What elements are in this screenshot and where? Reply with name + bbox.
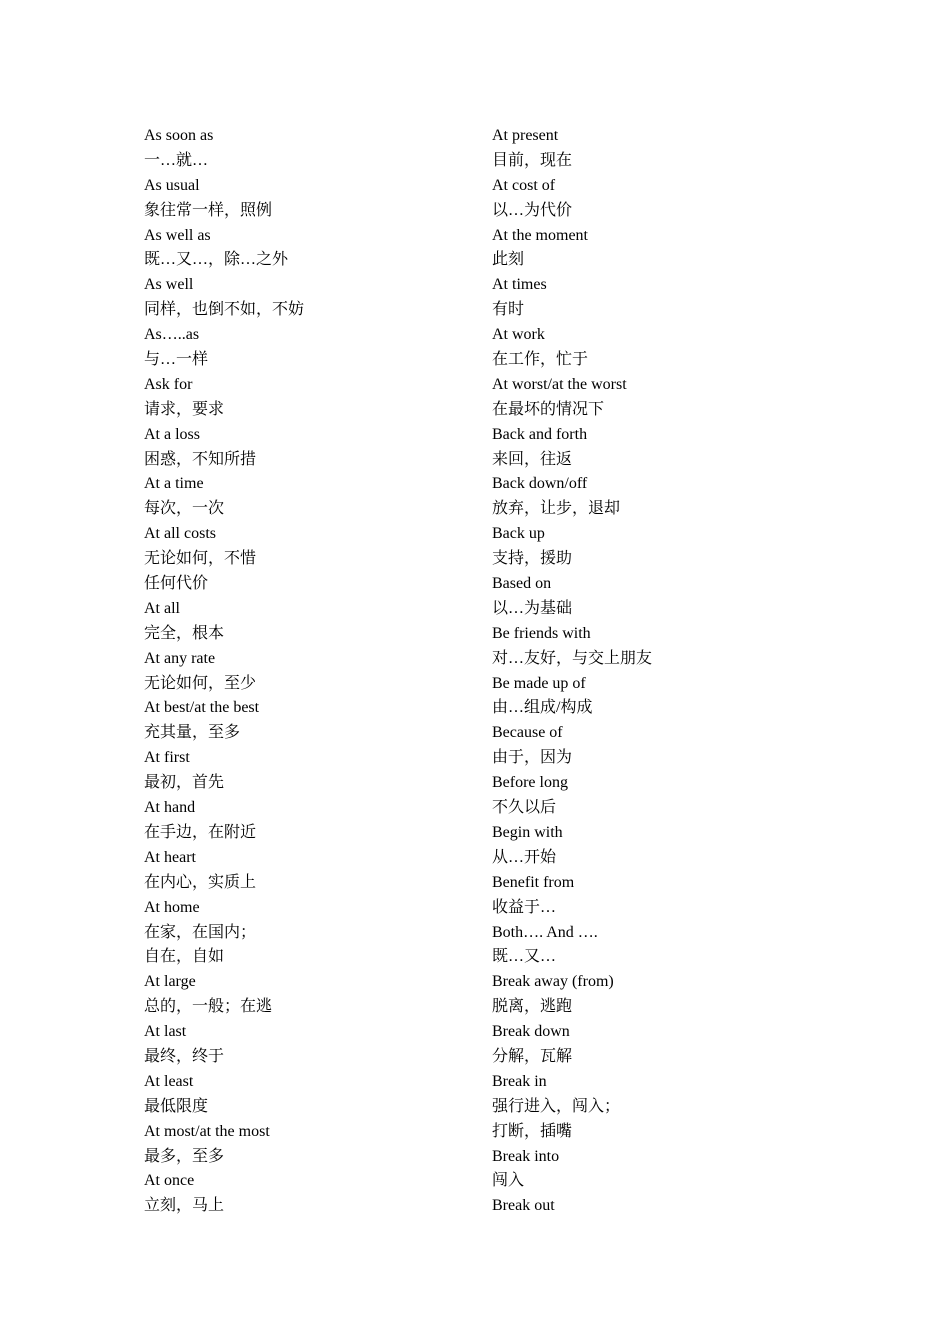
vocab-line: As usual xyxy=(144,176,200,194)
vocab-line: 来回，往返 xyxy=(492,450,573,468)
vocab-line: At heart xyxy=(144,848,196,866)
vocab-line: 在家，在国内； xyxy=(144,923,257,941)
vocab-line: At all xyxy=(144,599,180,617)
right-column xyxy=(492,124,822,1219)
vocab-line: As well xyxy=(144,276,194,294)
vocab-line: 目前，现在 xyxy=(492,151,573,169)
vocab-line: 任何代价 xyxy=(144,575,209,593)
vocab-line: 无论如何，至少 xyxy=(144,674,257,692)
vocab-line: 总的，一般；在逃 xyxy=(144,998,273,1016)
vocab-line: 完全，根本 xyxy=(144,624,225,642)
vocab-line: At the moment xyxy=(492,226,588,244)
vocab-line: 最初，首先 xyxy=(144,774,225,792)
vocab-line: At worst/at the worst xyxy=(492,375,627,393)
left-column xyxy=(144,124,474,1219)
vocab-line: 请求，要求 xyxy=(144,400,225,418)
vocab-line: Before long xyxy=(492,774,568,792)
vocab-line: At cost of xyxy=(492,176,556,194)
vocab-line: Benefit from xyxy=(492,873,575,891)
vocab-line: 从…开始 xyxy=(492,848,557,866)
vocab-line: Back up xyxy=(492,525,545,543)
vocab-line: Break in xyxy=(492,1072,547,1090)
vocab-line: 每次，一次 xyxy=(144,500,225,518)
vocab-line: At a time xyxy=(144,475,204,493)
vocab-line: 困惑，不知所措 xyxy=(144,450,257,468)
vocab-line: 放弃，让步，退却 xyxy=(492,500,621,518)
vocab-line: As well as xyxy=(144,226,211,244)
vocab-line: 对…友好，与交上朋友 xyxy=(492,649,653,667)
vocab-line: At hand xyxy=(144,799,196,817)
vocab-line: 脱离，逃跑 xyxy=(492,998,573,1016)
vocab-line: As soon as xyxy=(144,127,214,144)
vocab-line: 与…一样 xyxy=(144,351,209,369)
vocab-line: 在手边，在附近 xyxy=(144,823,257,841)
vocab-line: 分解，瓦解 xyxy=(492,1047,573,1065)
vocab-line: 由于，因为 xyxy=(492,749,573,767)
vocab-line: 由…组成/构成 xyxy=(492,699,593,717)
vocab-line: 最低限度 xyxy=(144,1097,209,1115)
vocab-line: Both…. And …. xyxy=(492,923,598,941)
vocab-line: 在最坏的情况下 xyxy=(492,400,605,418)
vocab-line: 充其量，至多 xyxy=(144,724,241,742)
vocab-line: At large xyxy=(144,973,196,991)
vocab-line: Be made up of xyxy=(492,674,586,692)
vocab-line: 在工作，忙于 xyxy=(492,351,589,369)
vocab-line: Break into xyxy=(492,1147,560,1165)
vocab-line: 一…就… xyxy=(144,151,209,169)
vocab-line: 强行进入，闯入； xyxy=(492,1097,621,1115)
vocab-line: 有时 xyxy=(492,301,525,319)
vocab-line: At home xyxy=(144,898,200,916)
vocab-line: At present xyxy=(492,127,559,144)
vocab-line: At last xyxy=(144,1023,187,1041)
vocab-line: 闯入 xyxy=(492,1172,525,1190)
vocab-line: 最多，至多 xyxy=(144,1147,225,1165)
vocab-line: At all costs xyxy=(144,525,216,543)
vocab-line: At least xyxy=(144,1072,194,1090)
vocab-line: Because of xyxy=(492,724,563,742)
vocab-line: 打断，插嘴 xyxy=(492,1122,573,1140)
vocab-line: 象往常一样，照例 xyxy=(144,201,273,219)
vocab-line: Ask for xyxy=(144,375,193,393)
vocab-line: 以…为代价 xyxy=(492,201,573,219)
vocab-line: 支持，援助 xyxy=(492,550,573,568)
vocab-line: At times xyxy=(492,276,547,294)
vocab-line: 无论如何，不惜 xyxy=(144,550,257,568)
vocab-line: Be friends with xyxy=(492,624,591,642)
vocab-line: At a loss xyxy=(144,425,200,443)
vocab-line: Break down xyxy=(492,1023,570,1041)
vocab-line: 自在，自如 xyxy=(144,948,225,966)
vocab-line: At best/at the best xyxy=(144,699,260,717)
vocab-line: Break out xyxy=(492,1197,555,1215)
vocab-line: 不久以后 xyxy=(492,799,557,817)
vocab-line: Begin with xyxy=(492,823,563,841)
vocab-line: 收益于… xyxy=(492,898,557,916)
vocab-line: 立刻，马上 xyxy=(144,1197,225,1215)
vocab-line: 在内心，实质上 xyxy=(144,873,257,891)
vocab-line: At any rate xyxy=(144,649,216,667)
vocab-line: Back down/off xyxy=(492,475,588,493)
vocab-line: At work xyxy=(492,326,545,344)
vocab-line: 最终，终于 xyxy=(144,1047,225,1065)
vocab-line: At once xyxy=(144,1172,195,1190)
vocab-line: Based on xyxy=(492,575,552,593)
vocab-line: At first xyxy=(144,749,190,767)
vocab-line: Back and forth xyxy=(492,425,588,443)
vocab-line: 以…为基础 xyxy=(492,599,573,617)
vocab-line: 同样，也倒不如，不妨 xyxy=(144,301,305,319)
vocab-line: At most/at the most xyxy=(144,1122,270,1140)
vocab-line: Break away (from) xyxy=(492,973,614,991)
vocab-line: 既…又… xyxy=(492,948,557,966)
vocab-line: 既…又…，除…之外 xyxy=(144,251,289,269)
vocab-line: 此刻 xyxy=(492,251,525,269)
vocab-line: As…..as xyxy=(144,326,200,344)
